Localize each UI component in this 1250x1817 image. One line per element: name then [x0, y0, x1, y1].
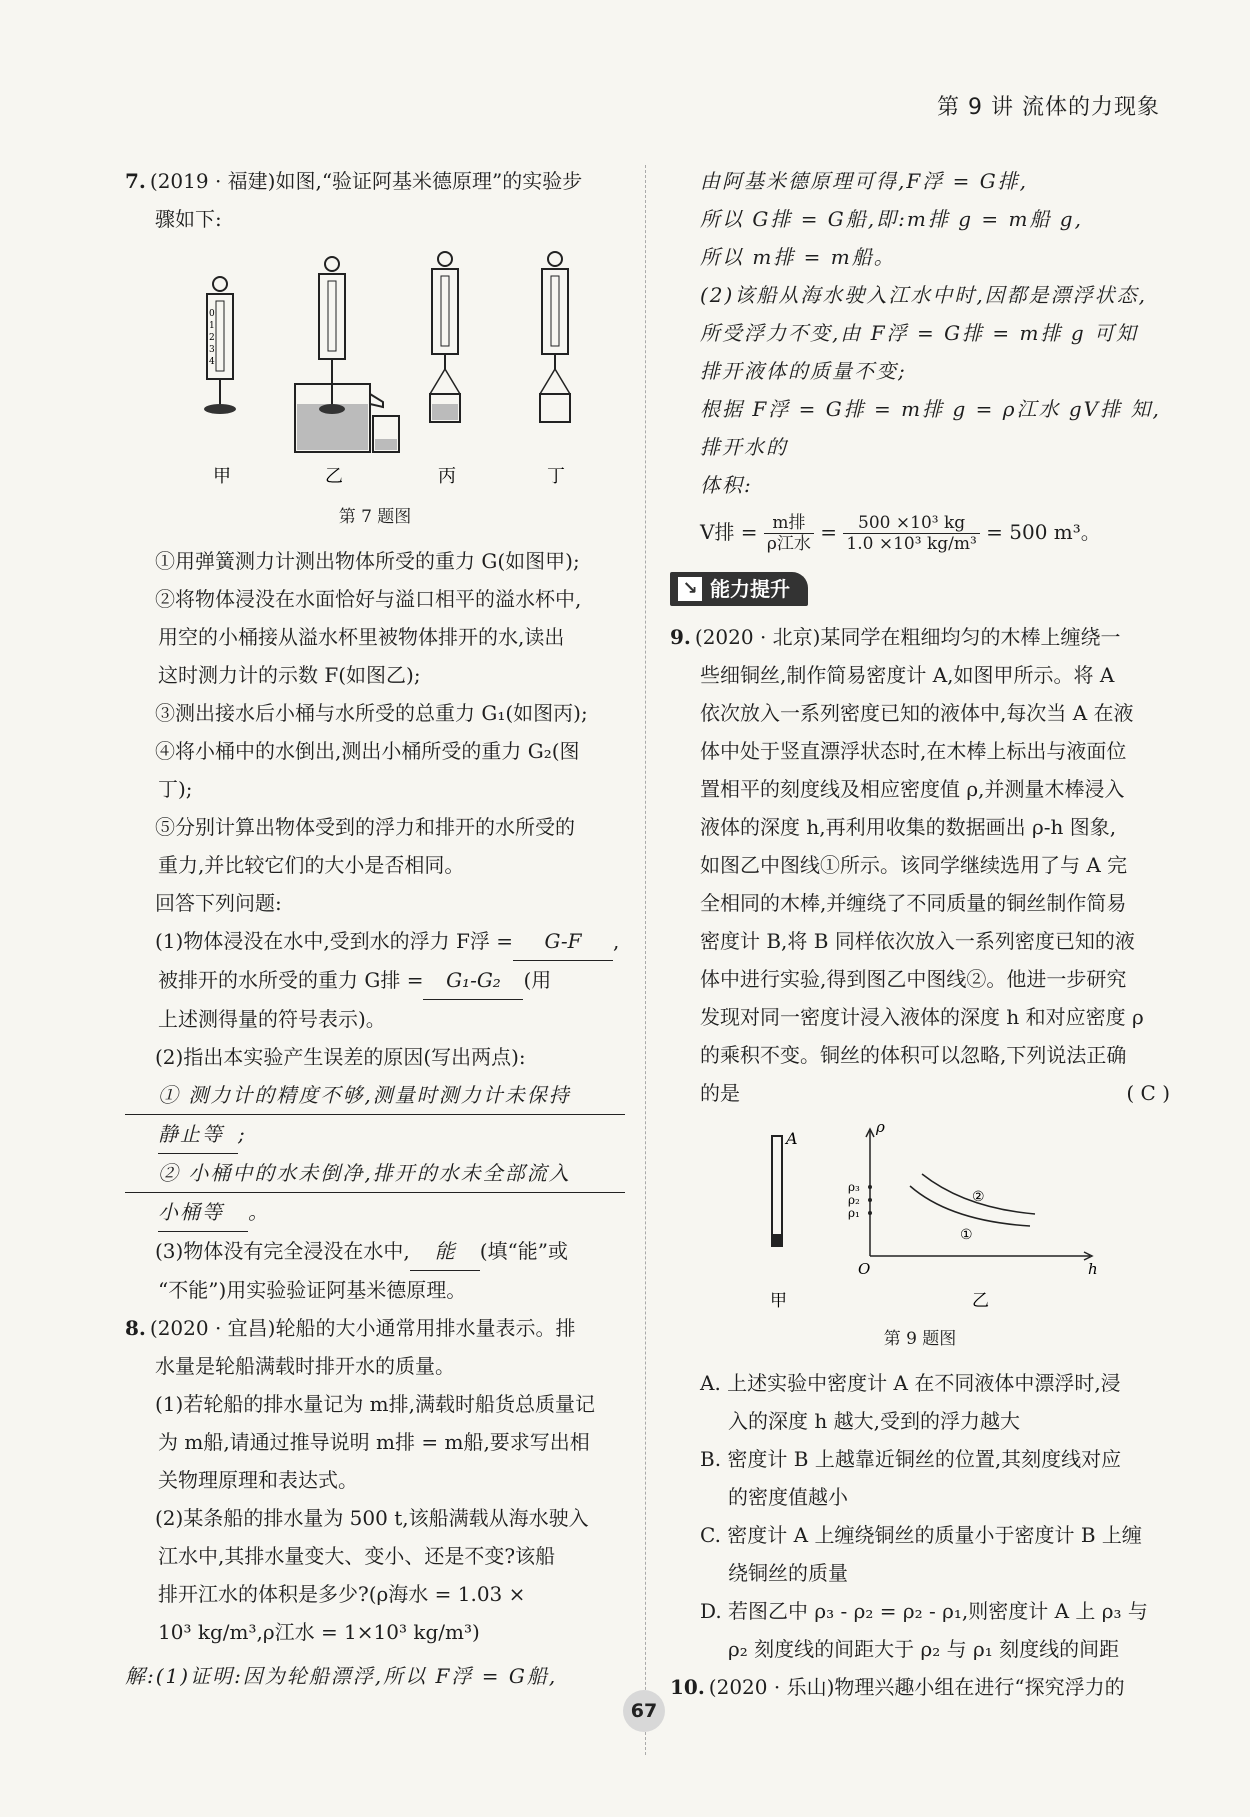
fig7-label-ding: 丁 [547, 466, 565, 487]
q7-sub3-text: (3)物体没有完全浸没在水中, [155, 1239, 410, 1263]
q7-sub1-line2 [125, 961, 625, 1000]
q9-stem: (2020 · 北京)某同学在粗细均匀的木棒上缠绕一 [694, 625, 1121, 649]
q7-stem-line1: (2019 · 福建)如图,“验证阿基米德原理”的实验步 [149, 169, 583, 193]
q9-option-b-l1: B. 密度计 B 上越靠近铜丝的位置,其刻度线对应 [700, 1447, 1122, 1471]
q9-line13 [670, 1074, 1170, 1112]
q7-figure [145, 244, 625, 494]
q8-line1 [125, 1309, 625, 1347]
q8-solution-r4: (2)该船从海水驶入江水中时,因都是漂浮状态, [700, 283, 1148, 307]
q7-answer-weight: G₁-G₂ [423, 961, 523, 1000]
label-a: A [786, 1129, 798, 1148]
svg-text:1: 1 [209, 321, 215, 331]
f2-denominator: 1.0 ×10³ kg/m³ [846, 534, 977, 554]
q7-figure-caption: 第 7 题图 [338, 507, 412, 527]
q9-option-d-l1: D. 若图乙中 ρ₃ - ρ₂ = ρ₂ - ρ₁,则密度计 A 上 ρ₃ 与 [700, 1599, 1148, 1623]
f2-numerator: 500 ×10³ kg [843, 513, 979, 534]
q9-line6: 液体的深度 h,再利用收集的数据画出 ρ-h 图象, [700, 815, 1117, 839]
q7-sub1-text-c: (用 [523, 968, 552, 992]
q9-option-a-l2: 入的深度 h 越大,受到的浮力越大 [728, 1409, 1020, 1433]
q8-solution-r2: 所以 G排 = G船,即:m排 g = m船 g, [700, 207, 1083, 231]
q9-number: 9. [670, 625, 691, 649]
q7-number: 7. [125, 169, 146, 193]
q7-answer-buoyancy: G-F [513, 922, 613, 961]
q7-stem [125, 162, 625, 200]
q7-sub3-text-b: (填“能”或 [479, 1239, 568, 1263]
q8-sub1-l1: (1)若轮船的排水量记为 m排,满载时船货总质量记 [155, 1392, 596, 1416]
q7-step-1: ①用弹簧测力计测出物体所受的重力 G(如图甲); [155, 549, 580, 573]
q7-step-5b: 重力,并比较它们的大小是否相同。 [158, 853, 465, 877]
origin-label: O [858, 1260, 871, 1278]
q9-line3: 依次放入一系列密度已知的液体中,每次当 A 在液 [700, 701, 1134, 725]
right-column [670, 162, 1170, 1706]
svg-text:4: 4 [209, 357, 215, 367]
q9-option-c-l1: C. 密度计 A 上缠绕铜丝的质量小于密度计 B 上缠 [700, 1523, 1142, 1547]
q8-solution-r1: 由阿基米德原理可得,F浮 = G排, [700, 169, 1029, 193]
rho3-label: ρ₃ [848, 1180, 860, 1194]
section-tag-label: 能力提升 [710, 577, 790, 601]
q7-sub3-line2: “不能”)用实验验证阿基米德原理。 [158, 1278, 467, 1302]
q9-last-line: 的是 [700, 1081, 740, 1105]
q7-reason1-line2: 静止等 ; [125, 1115, 625, 1154]
q8-solution-r7: 根据 F浮 = G排 = m排 g = ρ江水 gV排 知,排开水的 [700, 397, 1161, 459]
q10-stem: (2020 · 乐山)物理兴趣小组在进行“探究浮力的 [708, 1675, 1125, 1699]
q8-solution-r3: 所以 m排 = m船。 [700, 245, 896, 269]
spring-scale-bing [430, 252, 460, 422]
q9-figure-caption: 第 9 题图 [883, 1329, 957, 1349]
q7-step-4a: ④将小桶中的水倒出,测出小桶所受的重力 G₂(图 [155, 739, 580, 763]
q8-solution-r5: 所受浮力不变,由 F浮 = G排 = m排 g 可知 [700, 321, 1138, 345]
q7-sub2: (2)指出本实验产生误差的原因(写出两点): [155, 1045, 526, 1069]
q7-answer-can: 能 [410, 1232, 480, 1271]
formula-equals: = [820, 520, 838, 544]
q9-figure [690, 1116, 1150, 1316]
rho1-label: ρ₁ [848, 1206, 860, 1220]
q9-option-a-l1: A. 上述实验中密度计 A 在不同液体中漂浮时,浸 [700, 1371, 1121, 1395]
q9-line2: 些细铜丝,制作简易密度计 A,如图甲所示。将 A [700, 663, 1115, 687]
q9-line1 [670, 618, 1170, 656]
q8-sub2-l4: 10³ kg/m³,ρ江水 = 1×10³ kg/m³) [158, 1620, 480, 1644]
f1-numerator: m排 [764, 513, 814, 534]
q8-solution-r8: 体积: [700, 473, 753, 497]
left-column [125, 162, 625, 1695]
q7-sub1-line3: 上述测得量的符号表示)。 [158, 1007, 386, 1031]
q9-option-d-l2: ρ₂ 刻度线的间距大于 ρ₂ 与 ρ₁ 刻度线的间距 [728, 1637, 1120, 1661]
fig9-label-yi: 乙 [972, 1291, 989, 1311]
q9-line12: 的乘积不变。铜丝的体积可以忽略,下列说法正确 [700, 1043, 1127, 1067]
q10-number: 10. [670, 1675, 705, 1699]
fig7-label-yi: 乙 [325, 466, 343, 487]
q7-answer-intro: 回答下列问题: [155, 891, 282, 915]
q10-line1 [670, 1668, 1170, 1706]
spring-scale-yi [295, 257, 399, 452]
q9-line7: 如图乙中图线①所示。该同学继续选用了与 A 完 [700, 853, 1128, 877]
column-divider [645, 165, 646, 1755]
section-tag [670, 572, 808, 606]
page-number: 67 [623, 1690, 665, 1732]
q7-sub1-line1: (1)物体浸没在水中,受到水的浮力 F浮 = G-F , [125, 922, 625, 961]
q9-line4: 体中处于竖直漂浮状态时,在木棒上标出与液面位 [700, 739, 1127, 763]
q7-step-2c: 这时测力计的示数 F(如图乙); [158, 663, 421, 687]
q8-solution-start: 解:(1)证明:因为轮船漂浮,所以 F浮 = G船, [125, 1664, 558, 1688]
curve2-label: ② [972, 1189, 985, 1205]
q7-step-2a: ②将物体浸没在水面恰好与溢口相平的溢水杯中, [155, 587, 582, 611]
q8-line2: 水量是轮船满载时排开水的质量。 [155, 1354, 455, 1378]
q7-step-4b: 丁); [158, 777, 193, 801]
q7-step-2b: 用空的小桶接从溢水杯里被物体排开的水,读出 [158, 625, 565, 649]
curve1-label: ① [960, 1227, 973, 1243]
formula-lhs: V排 = [700, 520, 758, 544]
q9-line5: 置相平的刻度线及相应密度值 ρ,并测量木棒浸入 [700, 777, 1125, 801]
q7-sub1-text: (1)物体浸没在水中,受到水的浮力 F浮 = [155, 929, 514, 953]
q8-sub1-l2: 为 m船,请通过推导说明 m排 = m船,要求写出相 [158, 1430, 590, 1454]
q9-line8: 全相同的木棒,并缠绕了不同质量的铜丝制作简易 [700, 891, 1127, 915]
q9-line10: 体中进行实验,得到图乙中图线②。他进一步研究 [700, 967, 1127, 991]
q7-reason2-line1: ② 小桶中的水未倒净,排开的水未全部流入 [125, 1154, 625, 1193]
formula-result: = 500 m³。 [986, 520, 1101, 544]
spring-scale-jia [204, 277, 236, 414]
q9-line11: 发现对同一密度计浸入液体的深度 h 和对应密度 ρ [700, 1005, 1144, 1029]
svg-text:2: 2 [209, 333, 215, 343]
formula-fraction-2 [843, 513, 979, 554]
svg-text:3: 3 [209, 345, 215, 355]
fig7-label-jia: 甲 [213, 466, 231, 487]
q8-formula [670, 504, 1170, 560]
rho2-label: ρ₂ [848, 1193, 860, 1207]
q7-step-3: ③测出接水后小桶与水所受的总重力 G₁(如图丙); [155, 701, 588, 725]
q8-number: 8. [125, 1316, 146, 1340]
fig9-label-jia: 甲 [770, 1291, 787, 1311]
q8-sub2-l2: 江水中,其排水量变大、变小、还是不变?该船 [158, 1544, 556, 1568]
fig7-label-bing: 丙 [438, 466, 456, 487]
spring-scale-ding [540, 252, 570, 422]
q9-option-c-l2: 绕铜丝的质量 [728, 1561, 848, 1585]
q7-reason2-line2: 小桶等 。 [125, 1193, 625, 1232]
q7-sub1-text-b: 被排开的水所受的重力 G排 = [158, 968, 424, 992]
q7-stem-line2: 骤如下: [155, 207, 222, 231]
rho-h-graph [848, 1118, 1098, 1278]
q8-stem: (2020 · 宜昌)轮船的大小通常用排水量表示。排 [149, 1316, 576, 1340]
q8-sub1-l3: 关物理原理和表达式。 [158, 1468, 358, 1492]
q7-step-5a: ⑤分别计算出物体受到的浮力和排开的水所受的 [155, 815, 575, 839]
svg-text:0: 0 [209, 309, 215, 319]
q8-solution-r6: 排开液体的质量不变; [700, 359, 907, 383]
q9-answer: ( C ) [1126, 1081, 1170, 1105]
axis-rho: ρ [876, 1118, 885, 1136]
q7-reason2-end: 小桶等 [158, 1193, 248, 1232]
densimeter-a [772, 1129, 798, 1246]
f1-denominator: ρ江水 [766, 534, 811, 554]
q7-reason1-line1: ① 测力计的精度不够,测量时测力计未保持 [125, 1076, 625, 1115]
page-header: 第 9 讲 流体的力现象 [937, 95, 1160, 120]
q7-sub3-line1 [125, 1232, 625, 1271]
q8-sub2-l3: 排开江水的体积是多少?(ρ海水 = 1.03 × [158, 1582, 526, 1606]
axis-h: h [1088, 1260, 1098, 1278]
curve-1 [910, 1186, 1030, 1226]
formula-fraction-1 [764, 513, 814, 554]
q7-reason1-end: 静止等 [158, 1115, 238, 1154]
q9-option-b-l2: 的密度值越小 [728, 1485, 848, 1509]
arrow-down-right-icon: ↘ [678, 577, 702, 601]
q9-line9: 密度计 B,将 B 同样依次放入一系列密度已知的液 [700, 929, 1135, 953]
q8-sub2-l1: (2)某条船的排水量为 500 t,该船满载从海水驶入 [155, 1506, 589, 1530]
